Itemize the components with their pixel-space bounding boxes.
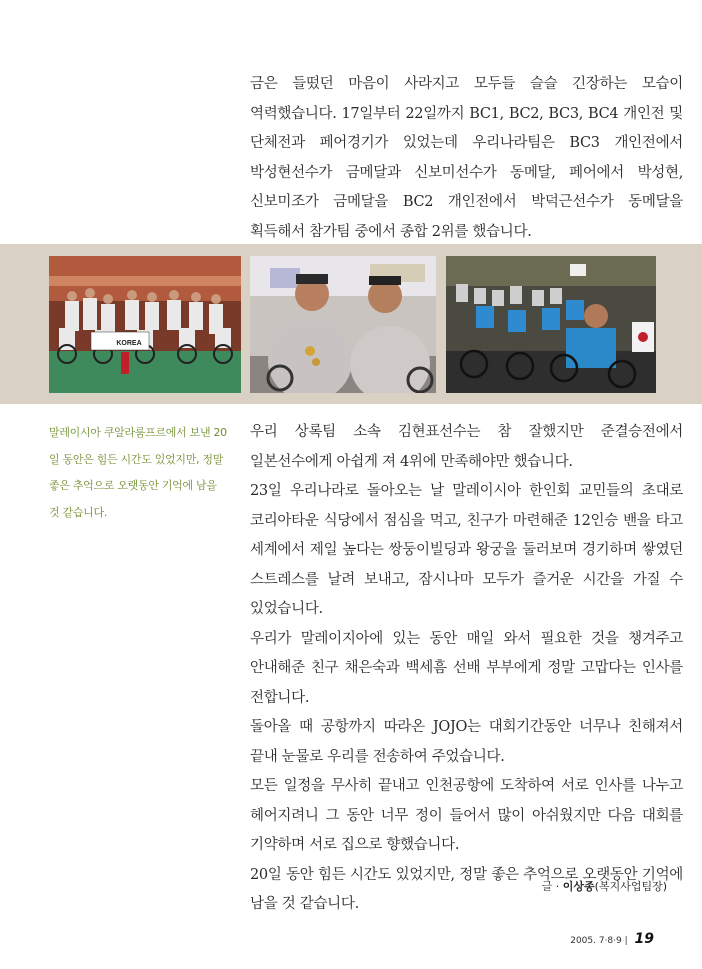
body-paragraph: 모든 일정을 무사히 끝내고 인천공항에 도착하여 서로 인사를 나누고 헤어지려니 그 동안 너무 정이 들어서 많이 아쉬웠지만 다음 대회를 기약하며 서로 집으로 향했습니다. xyxy=(250,778,683,853)
medalists-photo xyxy=(250,256,436,393)
ceremony-photo xyxy=(446,256,656,393)
body-paragraph: 23일 우리나라로 돌아오는 날 말레이시아 한인회 교민들의 초대로 코리아타운 식당에서 점심을 먹고, 친구가 마련해준 12인승 밴을 타고 세계에서 제일 높다는 쌍둥이빌딩과 왕궁을 둘러보며 경기하며 쌓였던 스트레스를 날려 보내고, 잠시나마 모두가 즐거운 시간을 가질 수 있었습니다. xyxy=(250,483,683,617)
pull-quote: 말레이시아 쿠알라룸프르에서 보낸 20일 동안은 힘든 시간도 있었지만, 정말 좋은 추억으로 오랫동안 기억에 남을 것 같습니다. xyxy=(49,426,227,519)
page-footer xyxy=(570,931,654,947)
author-role: (복지사업팀장) xyxy=(594,880,667,893)
author-byline xyxy=(542,878,667,894)
body-paragraph: 20일 동안 힘든 시간도 있었지만, 정말 좋은 추억으로 오랫동안 기억에 남을 것 같습니다. xyxy=(250,866,683,912)
page-number: 19 xyxy=(634,931,654,947)
photo-band xyxy=(0,244,702,404)
author-prefix: 글 · xyxy=(541,880,563,893)
korea-sign: KOREA xyxy=(116,340,142,347)
body-paragraph: 우리 상록팀 소속 김현표선수는 참 잘했지만 준결승전에서 일본선수에게 아쉽게 져 4위에 만족해야만 했습니다. xyxy=(250,424,683,470)
body-text xyxy=(250,418,683,920)
body-paragraph: 우리가 말레이지아에 있는 동안 매일 와서 필요한 것을 챙겨주고 안내해준 친구 채은숙과 백세흠 선배 부부에게 정말 고맙다는 인사를 전합니다. xyxy=(250,630,683,706)
author-name: 이상종 xyxy=(562,880,595,893)
issue-date: 2005. 7·8·9 | xyxy=(570,936,628,946)
body-paragraph: 돌아올 때 공항까지 따라온 JOJO는 대회기간동안 너무나 친해져서 끝내 눈물로 우리를 전송하여 주었습니다. xyxy=(250,719,683,765)
intro-paragraph: 금은 들떴던 마음이 사라지고 모두들 슬슬 긴장하는 모습이 역력했습니다. 17일부터 22일까지 BC1, BC2, BC3, BC4 개인전 및 단체전과 페어경기가 있었는데 우리나라팀은 BC3 개인전에서 박성현선수가 금메달과 신보미선수가 동메달, 페어에서 박성현, 신보미조가 금메달을 BC2 개인전에서 박덕근선수가 동메달을 획득해서 참가팀 중에서 종합 2위를 했습니다. xyxy=(250,76,683,240)
intro-paragraph-block xyxy=(250,70,683,247)
team-photo xyxy=(49,256,241,393)
